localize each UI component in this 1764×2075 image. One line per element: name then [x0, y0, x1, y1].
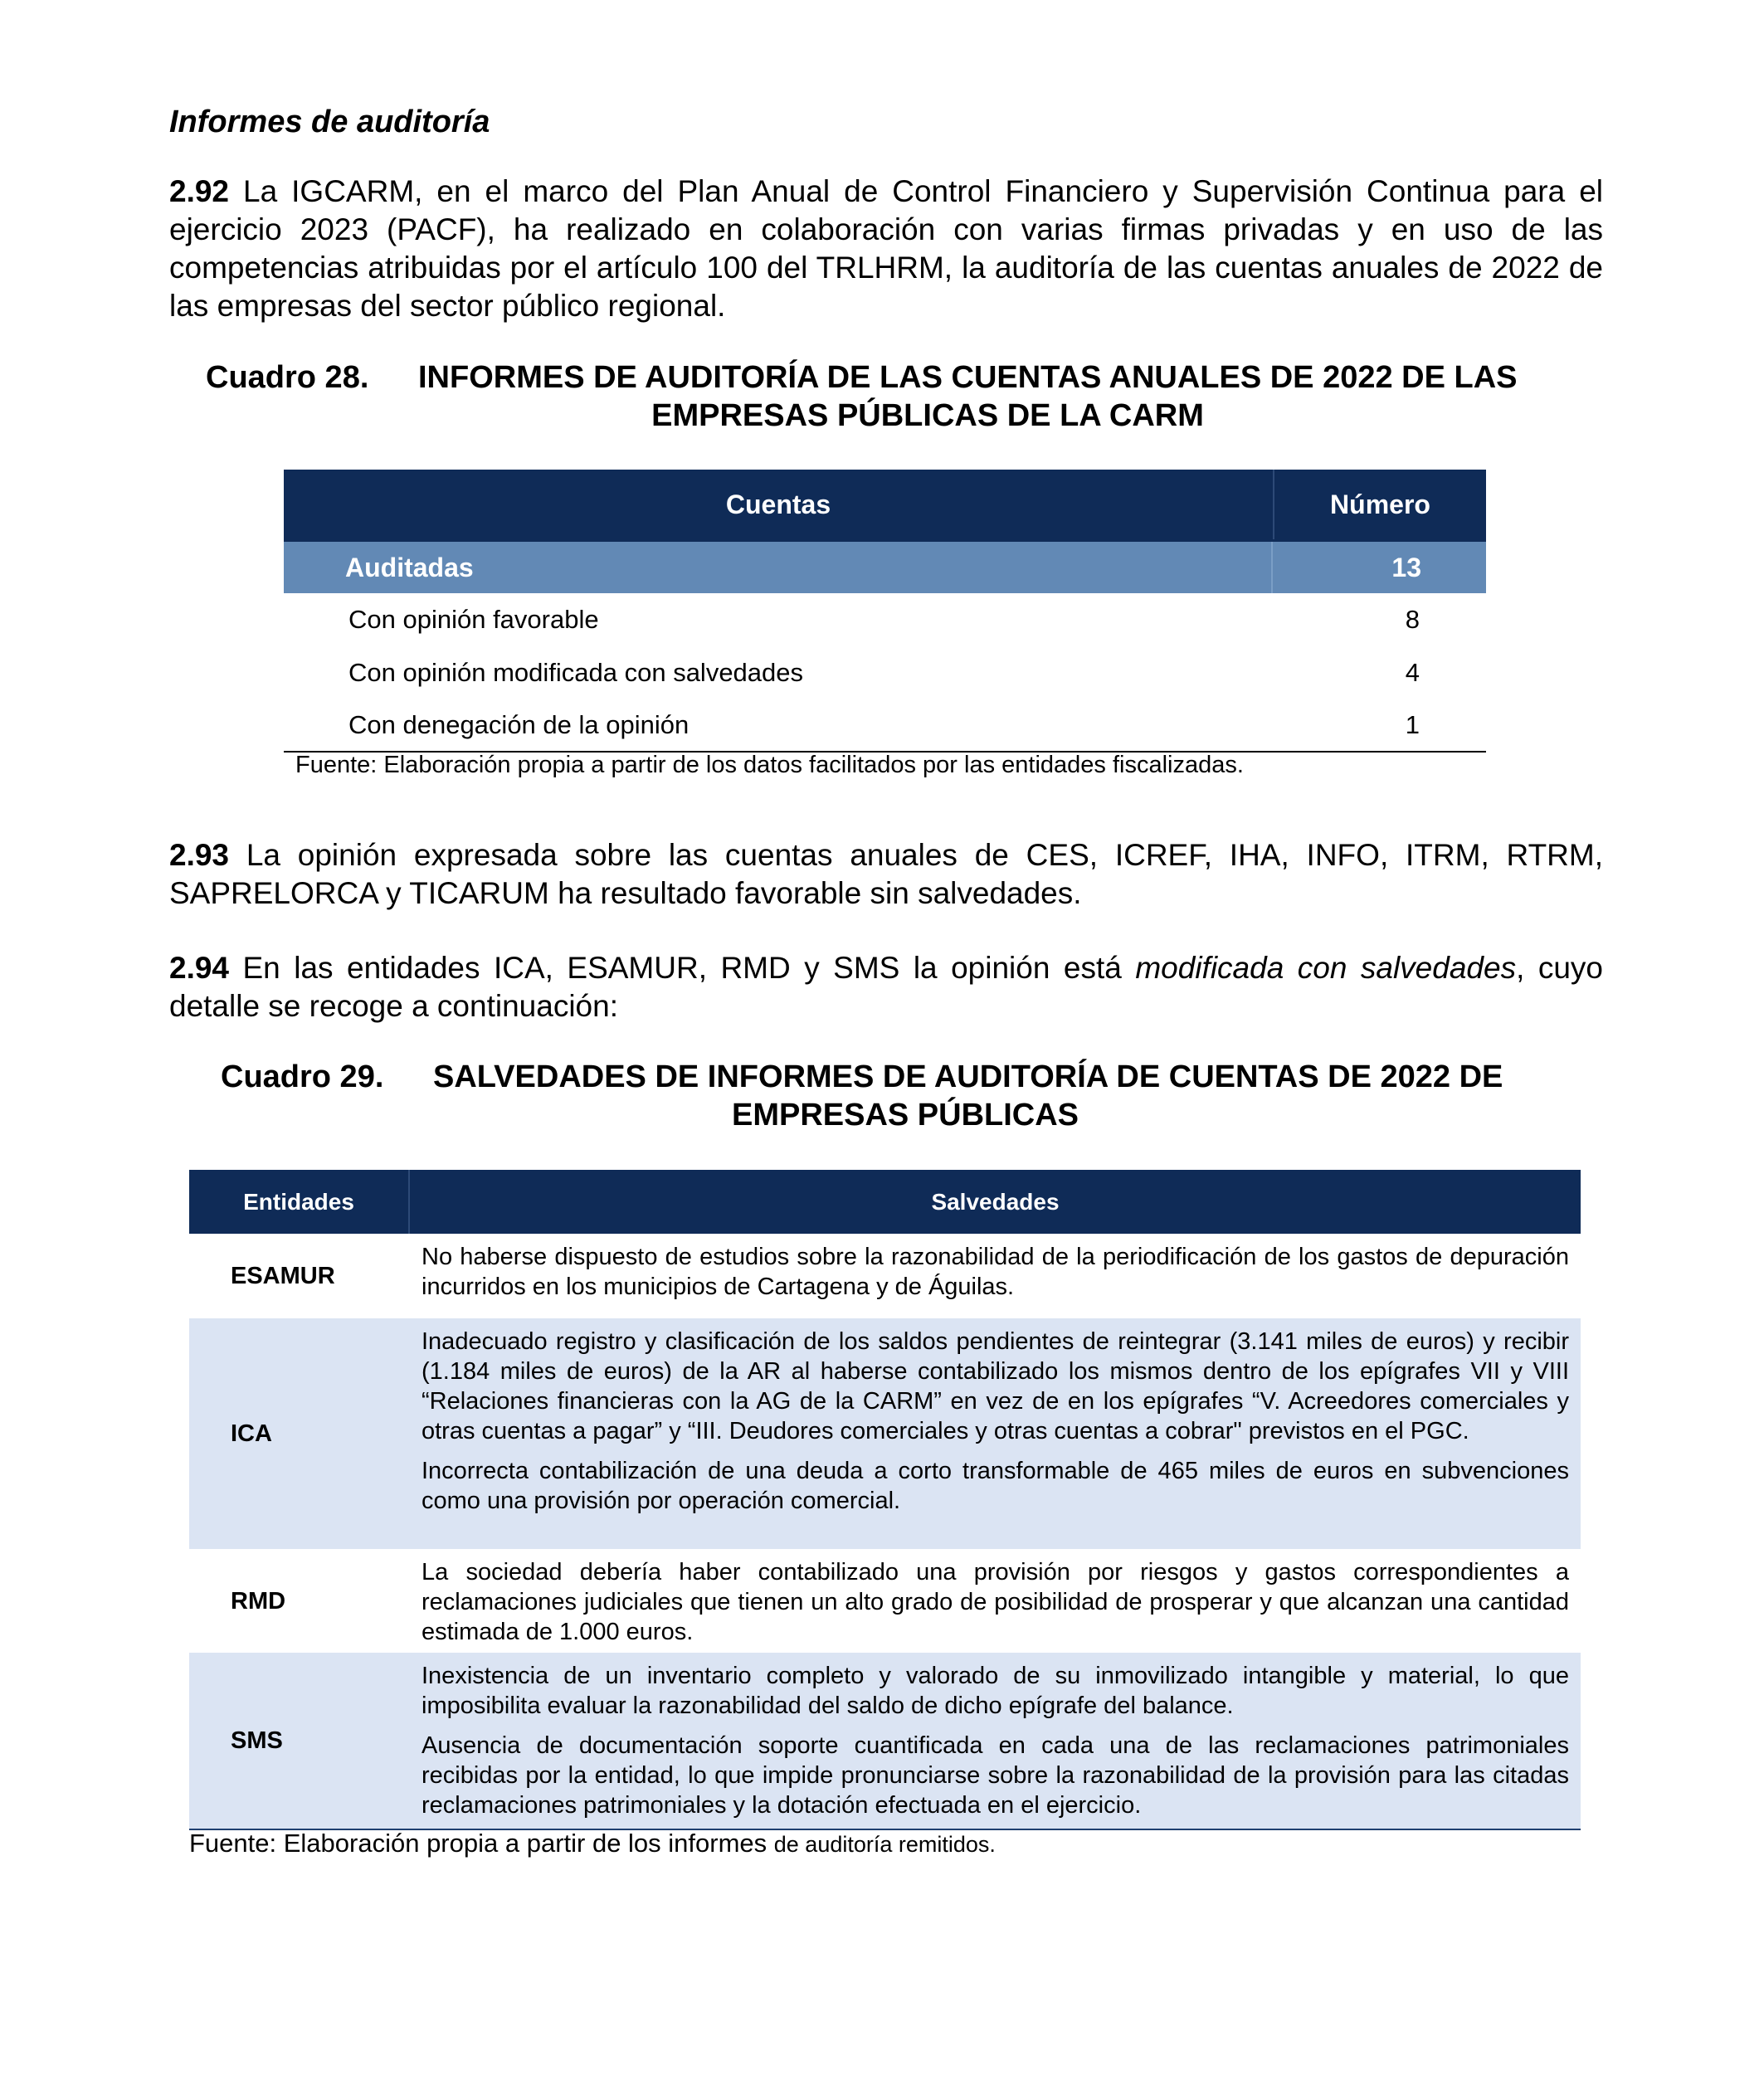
qualification-item: No haberse dispuesto de estudios sobre la razonabilidad de la periodificación de los gastos de depuración incurridos en los municipios de Cartagena y de Águilas. — [422, 1244, 1569, 1300]
qualification-item: Ausencia de documentación soporte cuantificada en cada una de las reclamaciones patrimoniales recibidas por la entidad, lo que impide pronunciarse sobre la razonabilidad de la provisión para las citadas reclamaciones patrimoniales y la dotación efectuada en el ejercicio. — [422, 1732, 1569, 1819]
paragraph-2-93 — [169, 836, 1603, 913]
cuadro-label: Cuadro 28. — [206, 360, 369, 395]
paragraph-italic-text: modificada con salvedades — [1135, 951, 1517, 985]
qualification-item: Inadecuado registro y clasificación de los saldos pendientes de reintegrar (3.141 miles de euros) y recibir (1.184 miles de euros) de la AR al haberse contabilizado los mismos dentro de los epígrafes VII y VIII “Relaciones financieras con la AG de la CARM” en vez de en los epígrafes “V. Acreedores comerciales y otras cuentas a pagar” y “III. Deudores comerciales y otras cuentas a cobrar" previstos en el PGC. — [422, 1328, 1569, 1444]
table-source: Fuente: Elaboración propia a partir de los datos facilitados por las entidades fiscalizadas. — [295, 752, 1244, 778]
row-label: Con opinión favorable — [348, 605, 599, 634]
entity-name: ICA — [231, 1420, 272, 1447]
col-header-cuentas: Cuentas — [284, 470, 1274, 539]
paragraph-2-92 — [169, 173, 1603, 325]
table-header — [284, 470, 1486, 542]
col-header-numero: Número — [1330, 490, 1430, 519]
cuadro-28-title — [206, 358, 1567, 435]
table-row — [189, 1653, 1581, 1829]
table-header — [189, 1170, 1581, 1234]
qualifications-table — [189, 1170, 1581, 1830]
paragraph-text: En las entidades ICA, ESAMUR, RMD y SMS la opinión está — [229, 951, 1136, 985]
table-total-row — [284, 542, 1486, 593]
col-header-entidades: Entidades — [189, 1170, 410, 1234]
table-source — [189, 1829, 996, 1858]
paragraph-number: 2.93 — [169, 838, 230, 872]
table-row — [189, 1234, 1581, 1318]
entity-name: RMD — [231, 1587, 286, 1615]
paragraph-text: La IGCARM, en el marco del Plan Anual de Control Financiero y Supervisión Continua para el ejercicio 2023 (PACF), ha realizado en colaboración con varias firmas privadas y en uso de las competencias atribuidas por el artículo 100 del TRLHRM, la auditoría de las cuentas anuales de 2022 de las empresas del sector público regional. — [169, 174, 1603, 323]
entity-name: SMS — [231, 1727, 283, 1754]
qualification-text — [410, 1549, 1581, 1653]
total-value: 13 — [1391, 552, 1421, 582]
paragraph-2-94 — [169, 949, 1603, 1025]
paragraph-number: 2.92 — [169, 174, 230, 208]
cuadro-title-line1: SALVEDADES DE INFORMES DE AUDITORÍA DE CUENTAS DE 2022 DE — [433, 1059, 1503, 1094]
source-text-small: de auditoría remitidos. — [773, 1832, 996, 1857]
qualification-text — [410, 1318, 1581, 1549]
source-text: Fuente: Elaboración propia a partir de los informes — [189, 1829, 774, 1858]
section-title: Informes de auditoría — [169, 105, 490, 139]
row-value: 8 — [1405, 605, 1420, 634]
entity-name: ESAMUR — [231, 1263, 335, 1289]
cuadro-label: Cuadro 29. — [221, 1059, 384, 1094]
row-label: Con opinión modificada con salvedades — [348, 658, 804, 687]
paragraph-text: La opinión expresada sobre las cuentas anuales de CES, ICREF, IHA, INFO, ITRM, RTRM, SAPRELORCA y TICARUM ha resultado favorable sin salvedades. — [169, 838, 1603, 910]
cuadro-29-title — [221, 1058, 1565, 1134]
table-row — [189, 1318, 1581, 1549]
row-label: Con denegación de la opinión — [348, 710, 690, 739]
qualification-text — [410, 1653, 1581, 1829]
col-header-salvedades: Salvedades — [931, 1188, 1060, 1215]
row-value: 4 — [1405, 658, 1420, 687]
total-label: Auditadas — [284, 542, 1273, 593]
qualification-item: La sociedad debería haber contabilizado una provisión por riesgos y gastos correspondientes a reclamaciones judiciales que tienen un alto grado de posibilidad de prosperar y que alcanzan una cantidad estimada de 1.000 euros. — [422, 1559, 1569, 1645]
table-row — [189, 1549, 1581, 1653]
row-value: 1 — [1405, 710, 1420, 739]
qualification-item: Inexistencia de un inventario completo y valorado de su inmovilizado intangible y material, lo que imposibilita evaluar la razonabilidad del saldo de dicho epígrafe del balance. — [422, 1663, 1569, 1719]
cuadro-title-line2: EMPRESAS PÚBLICAS DE LA CARM — [651, 398, 1204, 433]
qualification-item: Incorrecta contabilización de una deuda a corto transformable de 465 miles de euros en subvenciones como una provisión por operación comercial. — [422, 1458, 1569, 1514]
cuadro-title-line2: EMPRESAS PÚBLICAS — [731, 1098, 1079, 1132]
table-row — [284, 699, 1486, 751]
qualification-text — [410, 1234, 1581, 1318]
cuadro-title-line1: INFORMES DE AUDITORÍA DE LAS CUENTAS ANUALES DE 2022 DE LAS — [418, 360, 1518, 395]
paragraph-number: 2.94 — [169, 951, 230, 985]
audit-count-table — [284, 470, 1486, 753]
table-row — [284, 646, 1486, 699]
paragraph-text: , cuyo detalle se recoge a continuación: — [169, 951, 1603, 1023]
table-row — [284, 593, 1486, 646]
